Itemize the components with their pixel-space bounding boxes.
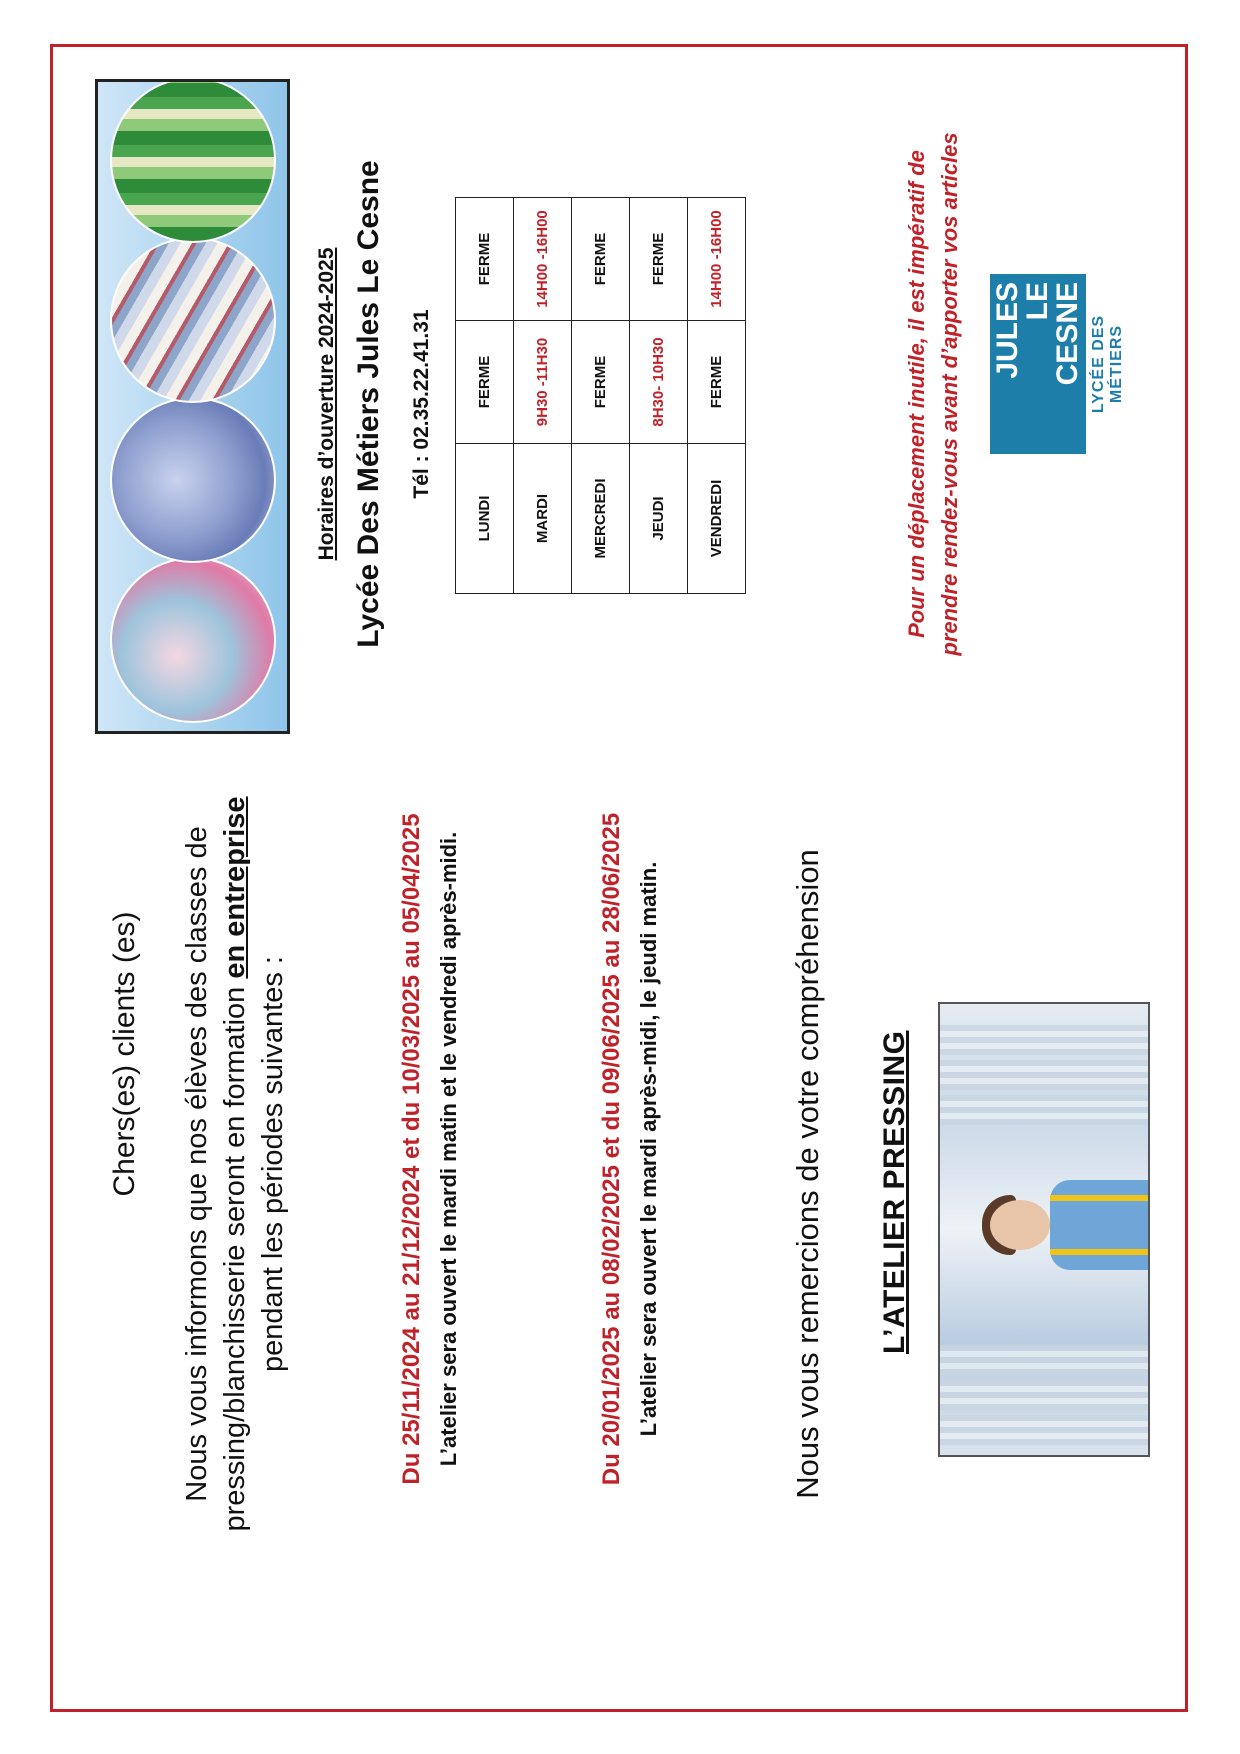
logo-line-1: JULES — [991, 282, 1024, 379]
day-cell: LUNDI — [456, 444, 514, 594]
table-row — [630, 198, 688, 594]
clothes-rack-left — [940, 1415, 1148, 1445]
afternoon-cell: FERME — [456, 198, 514, 321]
day-cell: JEUDI — [630, 444, 688, 594]
atelier-title: L’ATELIER PRESSING — [878, 1030, 911, 1354]
intro-text-1: Nous vous informons que nos élèves des classes de pressing/blanchisserie seront en formation — [181, 826, 251, 1532]
phone-number: Tél : 02.35.22.41.31 — [410, 309, 433, 499]
hours-title: Horaires d’ouverture 2024-2025 — [315, 247, 338, 561]
atelier-photo — [938, 1002, 1150, 1457]
afternoon-cell: FERME — [630, 198, 688, 321]
measuring-tape — [1050, 1249, 1150, 1255]
table-row — [456, 198, 514, 594]
period-2 — [595, 714, 665, 1584]
school-name: Lycée Des Métiers Jules Le Cesne — [352, 160, 385, 648]
school-logo — [990, 274, 1130, 454]
clothes-rack-right-3 — [940, 1025, 1148, 1055]
worker-figure — [970, 1165, 1150, 1285]
clothes-rack-right-2 — [940, 1060, 1148, 1090]
warning-line-2: prendre rendez-vous avant d’apporter vos articles — [937, 132, 962, 656]
intro-text-2: pendant les périodes suivantes : — [257, 956, 289, 1372]
afternoon-cell: FERME — [572, 198, 630, 321]
table-row — [514, 198, 572, 594]
table-row — [572, 198, 630, 594]
clothes-rack-right — [940, 1095, 1148, 1125]
afternoon-cell: 14H00 -16H00 — [514, 198, 572, 321]
morning-cell: 8H30- 10H30 — [630, 321, 688, 444]
banner-circle-folded-clothes — [110, 557, 276, 723]
period-1-note: L’atelier sera ouvert le mardi matin et le vendredi après-midi. — [436, 831, 461, 1467]
morning-cell: FERME — [688, 321, 746, 444]
day-cell: MERCREDI — [572, 444, 630, 594]
morning-cell: FERME — [572, 321, 630, 444]
intro-underlined: en entreprise — [219, 796, 251, 979]
table-row — [688, 198, 746, 594]
appointment-warning — [900, 54, 966, 734]
afternoon-cell: 14H00 -16H00 — [688, 198, 746, 321]
logo-line-2: LE — [1021, 282, 1054, 321]
thanks-text: Nous vous remercions de votre compréhension — [790, 849, 825, 1499]
banner-circle-green-towels — [110, 79, 276, 243]
morning-cell: FERME — [456, 321, 514, 444]
morning-cell: 9H30 -11H30 — [514, 321, 572, 444]
measuring-tape-2 — [1050, 1195, 1150, 1201]
greeting: Chers(es) clients (es) — [108, 911, 141, 1197]
logo-line-3: CESNE — [1051, 282, 1084, 386]
banner-circle-striped-shirts — [110, 237, 276, 403]
period-2-note: L’atelier sera ouvert le mardi après-midi, le jeudi matin. — [636, 861, 661, 1437]
hours-table — [455, 197, 746, 594]
day-cell: VENDREDI — [688, 444, 746, 594]
period-1-dates: Du 25/11/2024 au 21/12/2024 et du 10/03/2025 au 05/04/2025 — [398, 813, 425, 1485]
worker-body — [1050, 1180, 1150, 1270]
day-cell: MARDI — [514, 444, 572, 594]
clothes-rack-left-3 — [940, 1345, 1148, 1375]
worker-head — [990, 1200, 1050, 1250]
banner-circle-shirt-collar — [110, 397, 276, 563]
period-2-dates: Du 20/01/2025 au 08/02/2025 et du 09/06/2025 au 28/06/2025 — [598, 812, 625, 1486]
intro-paragraph — [178, 754, 292, 1574]
warning-line-1: Pour un déplacement inutile, il est impératif de — [904, 150, 929, 638]
logo-box — [990, 274, 1086, 454]
period-1 — [395, 714, 465, 1584]
logo-subtitle: LYCÉE DES MÉTIERS — [1090, 314, 1125, 414]
clothes-rack-left-2 — [940, 1380, 1148, 1410]
laundry-banner-image — [95, 79, 290, 734]
